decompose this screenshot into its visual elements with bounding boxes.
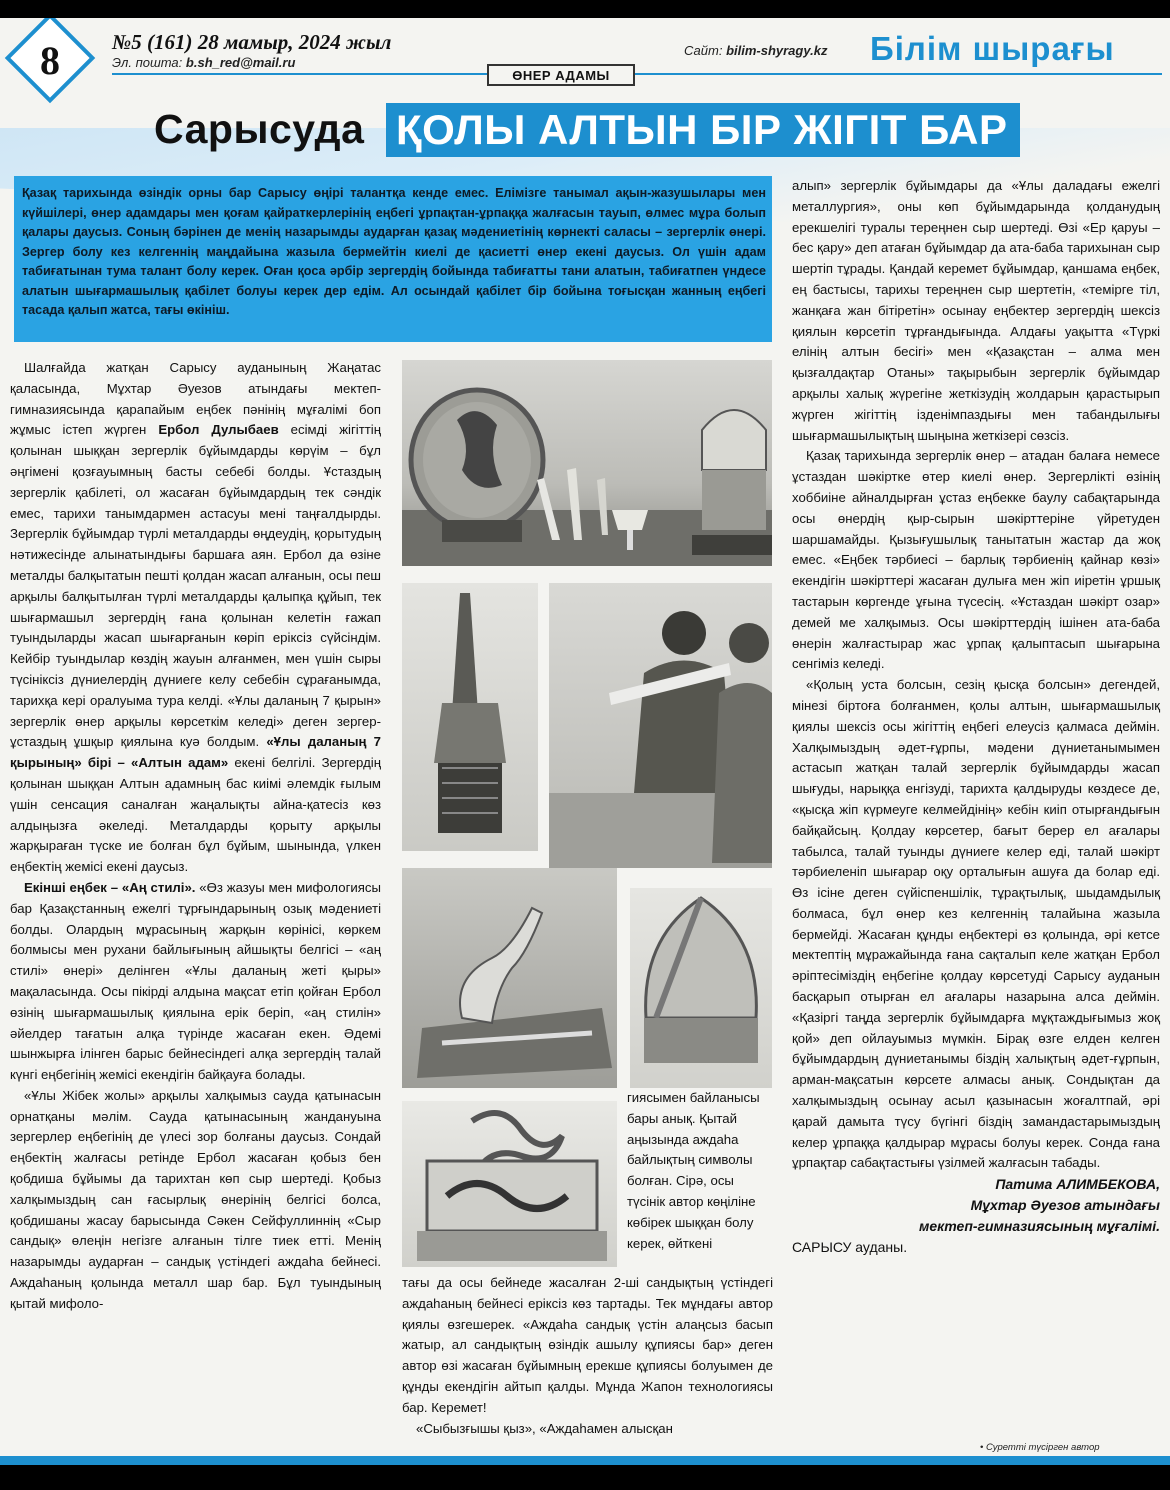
col1-p1-text: Шалғайда жатқан Сарысу ауданының Жаңатас қаласында, Мұхтар Әуезов атындағы мектеп-гимназиясында қарапайым еңбек пәнінің мұғалімі боп жұмыс істеп жүрген <box>10 360 381 438</box>
email-label: Эл. пошта: <box>112 55 183 70</box>
site-link[interactable]: bilim-shyragy.kz <box>726 43 828 58</box>
headline-right: ҚОЛЫ АЛТЫН БІР ЖІГІТ БАР <box>396 106 1008 153</box>
email-line <box>112 55 295 70</box>
photo-credit: • Суретті түсірген автор <box>980 1442 1100 1453</box>
photo-dragon-chest <box>402 1101 617 1267</box>
author-location: САРЫСУ ауданы. <box>792 1239 908 1256</box>
photo-helmet-detail <box>630 888 772 1088</box>
column-3 <box>792 176 1160 1257</box>
newspaper-page <box>0 18 1170 1465</box>
col1-p1-bold: «Ұлы даланың 7 қырының» бірі – «Алтын адам» <box>10 734 381 771</box>
col3-paragraph-3: «Қолың уста болсын, сезің қысқа болсын» дегендей, мінезі біртоға болғанмен, қолы алтын, шығармашылық қиялы шексіз осы жігіттің еңбегі елеусіз қалмаса деймін. Халқымыздың әдет-ғұрпы, мәдени дүниетанымымен астасып жатқан талай зергерлік бұйымдарды жасап шығуды, нарыққа енгізуді, тарихта қалдыруды көздесе де, «қысқа жіп күрмеуге келмейдінің» кебін киіп отырғандығын байқайсың. Қолдау көрсетер, бағыт берер ел ағалары табылса, талай туынды дүниеге келер еді, талай шәкірт тәрбиеленіп шығарар оқу орталығын ашуға да болар еді. Өз ісіне деген сүйіспеншілік, тұрақтылық, шыдамдылық болмаса, бұл өнер кез келгеннің талайына жазыла бермейді. Жасаған құнды еңбектері өз қолында, әрі кетсе мектептің мұражайында ғана сақталып келе жатқан Ербол әріптесімiздің еңбегіне қолдау көрсетуді Сарысу ауданын басқарып отырған ел ағалары назарына алса деймін. «Қазіргі таңда зергерлік бұйымдарға мұқтаждығымыз жоқ қой» деп ойлауымыз мүмкін. Бірақ өзге елден келген бұйымдардың дүниетанымы біздің халықтың әдет-ғұрпын, арман-мақсатын көрсете алмасы анық. Сондықтан да халқымыздың осынау асыл қазынасын жоғалтпай, әрі қарай дамыта түсу бүгінгі біздің замандастарымыздың келер ұрпаққа қалдырар мұрасы болуы керек. Сонда ғана ұрпақтар сабақтастығы үзілмей жалғасын табады. <box>792 677 1160 1171</box>
col3-paragraph-2: Қазақ тарихында зергерлік өнер – атадан балаға немесе ұстаздан шәкіртке өтер киелі өнер. Зергерлікті өзінің хоббиіне айналдырған ұстаз еңбекке баулу сабақтарында осы өнердің қыр-сырын шәкірттеріне үйретуден шаршамайды. Қызығушылық танытатын жастар да жоқ емес. «Еңбек тәрбиесі – барлық тәрбиенің қайнар көзі» екендігін шәкірттері жасаған дулыға мен жіп иіретін ұршық тастарын көргенде ұғына түсесің. «Ұстаздан шәкірт озар» демей ме халқымыз. Осы шәкірттердің ішінен ата-баба өнерін жалғастырар жас ұрпақ қалыптасып шығарына сенгіміз келеді. <box>792 448 1160 672</box>
col2-paragraph-1: тағы да осы бейнеде жасалған 2-ші сандықтың үстіндегі аждаһаның бейнесі еріксіз көз тартады. Тек мұндағы автор қиялы өзгешерек. «Аждаһа сандық үстін алаңсыз басып жатыр, ал сандықтың өзіндік ашылу құпиясы бар» деген автор өзі жасаған бұйымның ерекше құпиясы болуымен де құнды екендігін айтып қалды. Мұнда Жапон технологиясы бар. Керемет! <box>402 1275 773 1415</box>
headline-left: Сарысуда <box>154 106 365 152</box>
col1-paragraph-2 <box>10 878 381 1086</box>
newspaper-brand: Білім шырағы <box>870 30 1115 67</box>
lead-paragraph: Қазақ тарихында өзіндік орны бар Сарысу өңірі талантқа кенде емес. Елімізге танымал ақын-жазушылары мен күйшілері, өнер адамдары мен қоғам қайраткерлерінің еңбегі ұрпақтан-ұрпаққа жалғасын тауып, өлмес мұра болып қалары даусыз. Соның бәрінен де менің назарымды аударған қазақ мәдениетінің көрнекті саласы – зергерлік өнері. Зергер болу кез келгеннің маңдайына жазыла бермейтін киелі де қасиетті өнер екені даусыз. Ол үшін адам табиғатынан тума талант болу керек. Оған қоса әрбір зергердің бойында табиғатты тани алатын, табиғатпен үндесе алатын шығармашылық қабілет болуы керек дер едім. Ал осындай қабілет бір бойына тоғысқан жанның еңбегі тасада қалып жатса, тағы өкініш. <box>22 186 766 317</box>
kobyz-photo-art <box>402 868 617 1088</box>
col1-paragraph-3: «Ұлы Жібек жолы» арқылы халқымыз сауда қатынасын орнатқаны мәлім. Сауда қатынасының жандануына зергерлер еңбегінің де үлесі зор болғаны даусыз. Сондай еңбектің жалғасы ретінде Ербол жасаған қобыз бен қобдиша бұйымы да тарихтан көп сыр шертеді. Қобыз халқымыздың сан ғасырлық өнерінің белгісі болса, қобдишаны жасау барысында Сәкен Сейфуллиннің «Сыр сандық» өлеңін негізге алғанын тілге тиек етті. Менің назарымды аударған – сандық үстіндегі аждаһа бейнесі. Аждаһаның қолында металл шар бар. Бұл туындының қытай мифоло- <box>10 1087 381 1311</box>
issue-info: №5 (161) 28 мамыр, 2024 жыл <box>112 30 392 54</box>
email-address[interactable]: b.sh_red@mail.ru <box>185 55 296 70</box>
helmet-detail-art <box>630 888 772 1088</box>
photo-golden-man-helmet <box>402 583 538 851</box>
craftsman-name: Ербол Дулыбаев <box>158 422 279 438</box>
author-title-2: мектеп-гимназиясының мұғалімі. <box>919 1218 1160 1235</box>
bottom-bar <box>0 1456 1170 1465</box>
teacher-photo-art <box>549 583 772 868</box>
col1-p1-text-2: есімді жігіттің қолынан шыққан зергерлік бұйымдарды көрүім – бұл әңгімені қозғауымның басты себебі болды. Ұстаздың зергерлік қабілеті, ол жасаған бұйымдардың тек сәндік емес, тарихи танымдармен астасуы мені таңғалдырды. Зергерлік бұйымдар түрлі металдарды өңдеудің, қорытудың нәтижесінде алынатындығы баршаға аян. Ербол да өзіне металды балқытатын пешті қолдан жасап алғанын, осы пеш арқылы балқытылған түрлі металдарды қалыпқа құйып, тек шығармашыл зергердің ғана қолынан келетін ғажап туындыларды жасап шығарғанын көріп еріксіз сүйсіндім. Кейбір туындылар көздің жауын алғанмен, мен үшін сыры түсініксіз дүниелердің дүниеге келу себебін сұрағанымда, тарихқа кері оралуыма тура келді. «Ұлы даланың 7 қырын» зергерлік өнер арқылы көрсеткім келеді» деген зергер-ұстаздың ұшқыр қиялына куә болдым. <box>10 422 381 750</box>
col1-p1-text-3: екені белгілі. Зергердің қолынан шыққан Алтын адамның бас киімі әлемдік ғылым үшін сенсация саналған жаңалықты айна-қатесіз көз алдыңызға әкеледі. Металдарды қорыту арқылы жарқыраған түске ие болған бұл бұйым, шынында, үлкен еңбектің жемісі екені даусыз. <box>10 755 381 875</box>
col1-paragraph-1 <box>10 358 381 878</box>
weapons-photo-art <box>402 360 772 566</box>
site-label: Сайт: <box>684 43 723 58</box>
col1-p2-text: «Өз жазуы мен мифологиясы бар Қазақстанның ежелгі тұрғындарының озық мәдениеті болды. Олардың мұрасының жарқын көрінісі, көркем болмысы мен рухани байлығының айшықты белгісі – «аң стилі» өнері» делінген «Ұлы даланың жеті қыры» мақаласында. Осы пікірді алдына мақсат етіп қойған Ербол өзінің шығармашылық қиялына ерік беріп, «аң стилін» әйелдер тағатын алқа түрінде жасаған екен. Әдемі шынжырға ілінген барыс бейнесіндегі алқа зергердің талай күнгі еңбегінің жемісі екендігін байқауға болады. <box>10 879 381 1083</box>
helmet-photo-art <box>402 583 538 851</box>
author-title-1: Мұхтар Әуезов атындағы <box>970 1197 1160 1214</box>
col1-p2-bold: Екінші еңбек – «Аң стилі». <box>24 879 196 895</box>
site-line <box>684 43 827 58</box>
header-rule <box>112 73 1162 75</box>
col2-paragraph-2: «Сыбызғышы қыз», «Аждаһамен алысқан <box>416 1420 673 1436</box>
col3-paragraph-1: алып» зергерлік бұйымдары да «Ұлы даладағы ежелгі металлургия», оны көп бұйымдарында қолданудың ерекшелігі туралы тереңнен сыр шертеді. Өзі «Ер қаруы – бес қару» деп атаған бұйымдар да ата-баба тарихынан сыр шертіп тұрады. Қандай керемет бұйымдар, қаншама еңбек, ең бастысы, тарихы тереңнен сыр шертетін, «темірге тіл, жанқаға жан бітіретін» осынау еңбектер зергердің шексіз қиялын көрсетіп тұрғандығында. Алдағы уақытта «Түркі елінің алтын бесігі» мен «Қазақстан – алма мен қызғалдақтар Отаны» тақырыбын зергерлік бұйымдар арқылы халық жүрегіне жеткізудің жолдарын қарастырып жүрген жігіттің ізденімпаздығы мен табандылығы шығармашылықтың шыңына жеткізері сөзсіз. <box>792 178 1160 443</box>
author-name: Патима АЛИМБЕКОВА, <box>995 1176 1160 1193</box>
photo-teacher-with-student <box>549 583 772 868</box>
dragon-chest-art <box>402 1101 617 1267</box>
col2-caption-text: гиясымен байланысы бары анық. Қытай аңызында аждаһа байлықтың символы болған. Сірә, осы түсінік автор көңіліне көбірек шыққан болу керек, өйткені <box>627 1090 760 1251</box>
page-number: 8 <box>40 37 60 83</box>
photo-kobyz <box>402 868 617 1088</box>
section-label: ӨНЕР АДАМЫ <box>487 64 635 86</box>
column-2-bottom <box>402 1273 773 1439</box>
column-1 <box>10 358 381 1315</box>
photo-weapons-display <box>402 360 772 566</box>
